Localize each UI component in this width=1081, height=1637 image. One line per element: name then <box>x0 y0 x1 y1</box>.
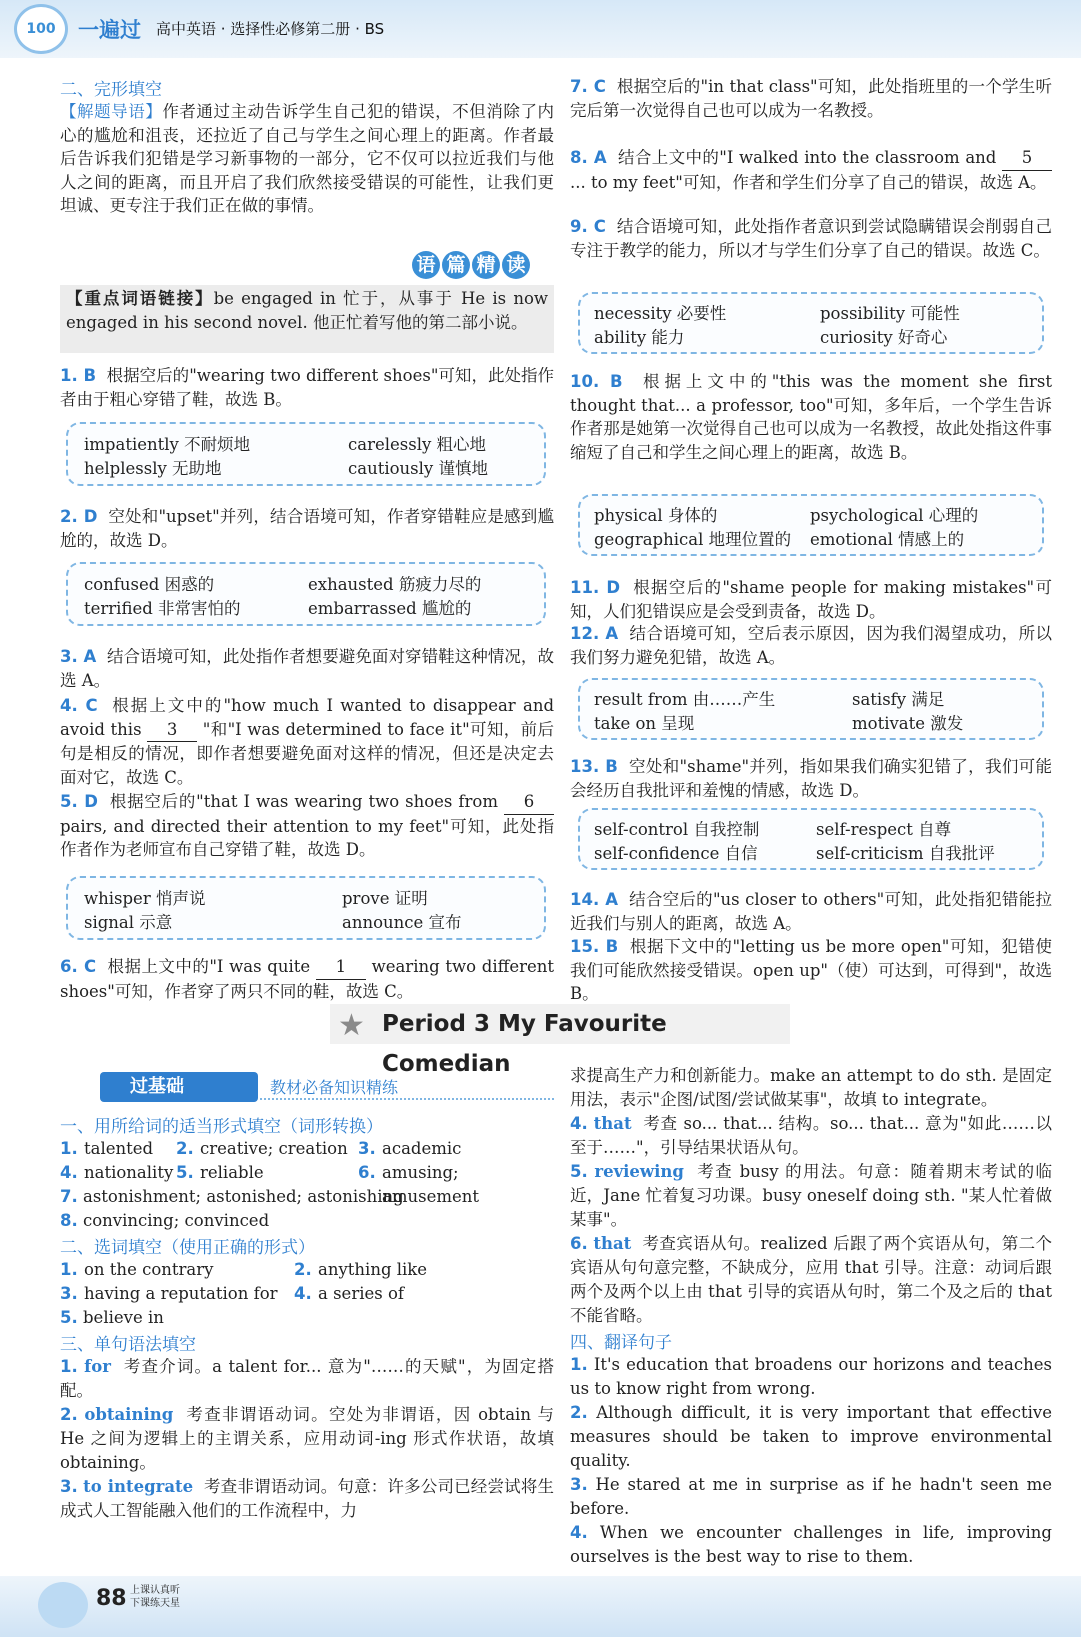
q10: 10. B 根据上文中的"this was the moment she first thought that... a professor, too"可知，多年后，一个学生告诉作者那是她第一次觉得自己也可以成为一名教授，故此处指这件事缩短了自己和学生之间心理上的距离，故选 B。 <box>570 372 1052 462</box>
grammar-4: 4. that 考查 so... that... 结构。so... that... 意为"如此……以至于……"，引导结果状语从句。 <box>570 1114 1052 1157</box>
lower-right-column <box>570 1064 1052 1569</box>
grammar-6: 6. that 考查宾语从句。realized 后跟了两个宾语从句，第二个宾语从句句意完整，不缺成分，应用 that 引导。注意：动词后跟两个及两个以上由 that 引导的宾语从句时，第二个及之后的 that 不能省略。 <box>570 1234 1052 1325</box>
vocab-box-5: physical 身体的 psychological 心理的 geographical 地理位置的 emotional 情感上的 <box>578 494 1044 556</box>
q14: 14. A 结合空后的"us closer to others"可知，此处指犯错能拉近我们与别人的距离，故选 A。 <box>570 890 1052 933</box>
q15: 15. B 根据下文中的"letting us be more open"可知，犯错使我们可能欣然接受错误。open up"（使）可达到，可得到"，故选 B。 <box>570 937 1052 1003</box>
q12: 12. A 结合语境可知，空后表示原因，因为我们渴望成功，所以我们努力避免犯错，故选 A。 <box>570 624 1053 667</box>
q8: 8. A 结合上文中的"I walked into the classroom and 5 ... to my feet"可知，作者和学生们分享了自己的错误，故选 A。 <box>570 146 1052 194</box>
translation-2: 2. Although difficult, it is very important that effective measures should be taken to improve environmental quality. <box>570 1403 1052 1470</box>
mascot-icon <box>38 1582 88 1628</box>
star-icon: ★ <box>338 1008 365 1043</box>
grammar-5: 5. reviewing 考查 busy 的用法。句意：随着期末考试的临近，Jane 忙着复习功课。busy oneself doing sth. "某人忙着做某事"。 <box>570 1162 1052 1229</box>
lower-left-column <box>60 1112 554 1523</box>
mascot-logo-icon: 100 <box>14 4 68 54</box>
q11: 11. D 根据空后的"shame people for making mistakes"可知，人们犯错误应是会受到责备，故选 D。 <box>570 578 1052 621</box>
q13: 13. B 空处和"shame"并列，指如果我们确实犯错了，我们可能会经历自我批评和羞愧的情感，故选 D。 <box>570 757 1052 800</box>
vocab-box-4: necessity 必要性 possibility 可能性 ability 能力 curiosity 好奇心 <box>578 292 1044 354</box>
footer-slogan: 上课认真听 下课练天星 <box>130 1585 180 1609</box>
grammar-3: 3. to integrate 考查非谓语动词。句意：许多公司已经尝试将生成式人工智能融入他们的工作流程中，力 <box>60 1477 555 1520</box>
brand-title: 一遍过 <box>78 18 141 42</box>
phrase-5: 5. believe in <box>60 1308 164 1327</box>
word-form-7: 7. astonishment; astonished; astonishing <box>60 1187 404 1206</box>
section-cloze: 二、完形填空 <box>60 80 162 100</box>
yubu-jingdu-badge: 语 篇 精 读 <box>412 251 532 279</box>
q9: 9. C 结合语境可知，此处指作者意识到尝试隐瞒错误会削弱自己专注于教学的能力，所以才与学生们分享了自己的错误。故选 C。 <box>570 217 1052 260</box>
guide-tag: 【解题导语】 <box>60 102 163 121</box>
q2: 2. D 空处和"upset"并列，结合语境可知，作者穿错鞋应是感到尴尬的，故选 D。 <box>60 507 554 550</box>
word-form-row-1: 1. talented 2. creative; creation 3. academic <box>60 1139 462 1158</box>
word-form-row-2: 4. nationality 5. reliable 6. amusing; amusement <box>60 1163 480 1206</box>
basics-tag: 过基础 <box>100 1072 258 1102</box>
left-upper-column <box>60 75 554 218</box>
basics-heading <box>60 1072 554 1102</box>
vocab-box-6: result from 由……产生 satisfy 满足 take on 呈现 motivate 激发 <box>578 678 1044 740</box>
period-title: Period 3 My Favourite Comedian <box>382 1011 667 1077</box>
period-banner <box>330 1004 790 1077</box>
q7: 7. C 根据空后的"in that class"可知，此处指班里的一个学生听完后第一次觉得自己也可以成为一名教授。 <box>570 77 1053 120</box>
vocab-box-1: impatiently 不耐烦地 carelessly 粗心地 helplessly 无助地 cautiously 谨慎地 <box>66 422 546 486</box>
grammar-2: 2. obtaining 考查非谓语动词。空处为非谓语，因 obtain 与 He 之间为逻辑上的主谓关系，应用动词-ing 形式作状语，故填 obtaining。 <box>60 1405 555 1472</box>
section-grammar-fill: 三、单句语法填空 <box>60 1335 196 1355</box>
page-footer <box>0 1576 1081 1637</box>
grammar-3-cont: 求提高生产力和创新能力。make an attempt to do sth. 是固定用法，表示"企图/试图/尝试做某事"，故填 to integrate。 <box>570 1066 1052 1109</box>
vocab-box-3: whisper 悄声说 prove 证明 signal 示意 announce 宣布 <box>66 876 546 940</box>
section-translation: 四、翻译句子 <box>570 1333 672 1353</box>
book-subtitle: 高中英语 · 选择性必修第二册 · BS <box>156 20 385 38</box>
key-words-panel: 【重点词语链接】be engaged in 忙于，从事于 He is now engaged in his second novel. 他正忙着写他的第二部小说。 <box>60 285 554 353</box>
vocab-box-2: confused 困惑的 exhausted 筋疲力尽的 terrified 非常害怕的 embarrassed 尴尬的 <box>66 562 546 626</box>
basics-desc: 教材必备知识精练 <box>270 1078 399 1097</box>
q6: 6. C 根据上文中的"I was quite 1 wearing two different shoes"可知，作者穿了两只不同的鞋，故选 C。 <box>60 957 555 1001</box>
word-form-8: 8. convincing; convinced <box>60 1211 270 1230</box>
phrase-row-1: 1. on the contrary 2. anything like <box>60 1260 428 1279</box>
q1: 1. B 根据空后的"wearing two different shoes"可知，此处指作者由于粗心穿错了鞋，故选 B。 <box>60 366 554 409</box>
section-phrase-fill: 二、选词填空（使用正确的形式） <box>60 1238 315 1258</box>
guide-paragraph: 【解题导语】作者通过主动告诉学生自己犯的错误，不但消除了内心的尴尬和沮丧，还拉近了自己与学生之间心理上的距离。作者最后告诉我们犯错是学习新事物的一部分，它不仅可以拉近我们与他人之间的距离，而且开启了我们欣然接受错误的可能性，让我们更坦诚、更专注于我们正在做的事情。 <box>60 102 555 215</box>
page-number: 88 <box>96 1586 127 1611</box>
q5: 5. D 根据空后的"that I was wearing two shoes from 6 pairs, and directed their attention to my feet"可知，此处指作者作为老师宣布自己穿错了鞋，故选 D。 <box>60 792 554 859</box>
q4: 4. C 根据上文中的"how much I wanted to disappear and avoid this 3 "和"I was determined to face it"可知，前后句是相反的情况，即作者想要避免面对这样的情况，但还是决定去面对它，故选 C。 <box>60 696 555 787</box>
vocab-box-7: self-control 自我控制 self-respect 自尊 self-confidence 自信 self-criticism 自我批评 <box>578 808 1044 870</box>
basics-divider <box>260 1098 554 1100</box>
q3: 3. A 结合语境可知，此处指作者想要避免面对穿错鞋这种情况，故选 A。 <box>60 647 554 690</box>
section-word-forms: 一、用所给词的适当形式填空（词形转换） <box>60 1117 383 1137</box>
phrase-row-2: 3. having a reputation for 4. a series of <box>60 1284 404 1303</box>
key-tag: 【重点词语链接】 <box>66 289 214 308</box>
grammar-1: 1. for 考查介词。a talent for... 意为"……的天赋"，为固定搭配。 <box>60 1357 554 1400</box>
page-header <box>0 0 1081 58</box>
translation-3: 3. He stared at me in surprise as if he hadn't seen me before. <box>570 1475 1052 1518</box>
translation-4: 4. When we encounter challenges in life, improving ourselves is the best way to rise to them. <box>570 1523 1052 1566</box>
translation-1: 1. It's education that broadens our horizons and teaches us to know right from wrong. <box>570 1355 1052 1398</box>
